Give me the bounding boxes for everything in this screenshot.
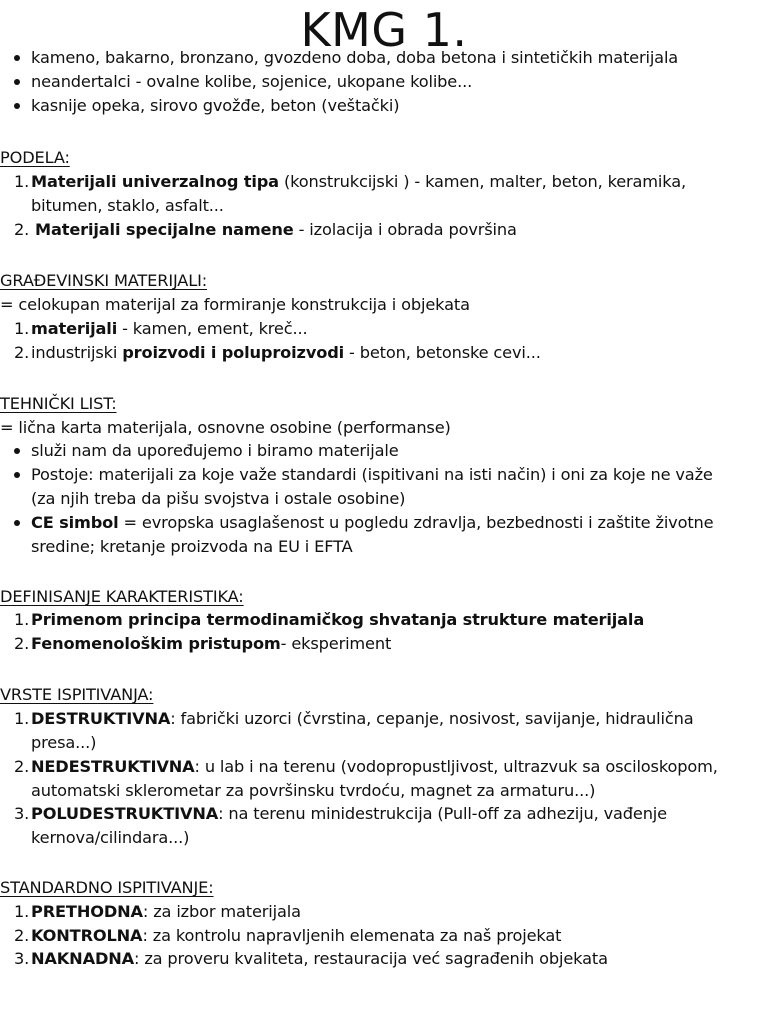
tehnicki-definition: = lična karta materijala, osnovne osobine (performanse) bbox=[0, 418, 451, 437]
bullet-icon bbox=[14, 55, 20, 61]
bullet-icon bbox=[14, 79, 20, 85]
bullet-icon bbox=[14, 520, 20, 526]
section-heading-vrste: VRSTE ISPITIVANJA: bbox=[0, 685, 154, 704]
page-title: KMG 1. bbox=[300, 3, 468, 57]
bullet-icon bbox=[14, 103, 20, 109]
section-heading-podela: PODELA: bbox=[0, 148, 70, 167]
section-heading-gradjevinski: GRAĐEVINSKI MATERIJALI: bbox=[0, 271, 208, 290]
bullet-icon bbox=[14, 448, 20, 454]
section-heading-tehnicki: TEHNIČKI LIST: bbox=[0, 394, 117, 413]
gradjevinski-definition: = celokupan materijal za formiranje konstrukcija i objekata bbox=[0, 295, 470, 314]
section-heading-standardno: STANDARDNO ISPITIVANJE: bbox=[0, 878, 214, 897]
bullet-icon bbox=[14, 472, 20, 478]
section-heading-definisanje: DEFINISANJE KARAKTERISTIKA: bbox=[0, 587, 244, 606]
